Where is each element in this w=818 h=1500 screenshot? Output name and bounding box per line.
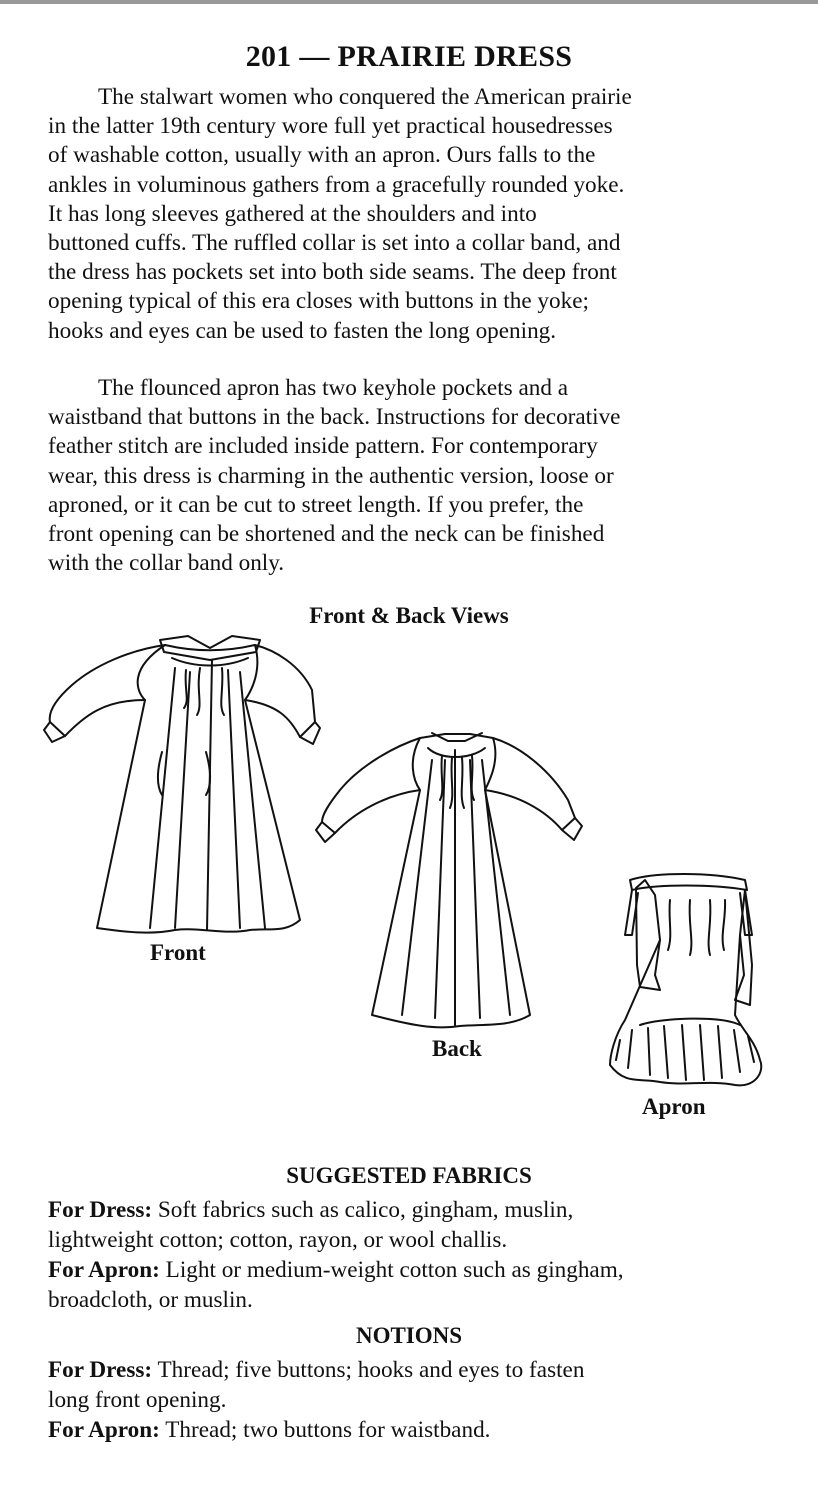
apron-notions-text: Thread; two buttons for waistband. xyxy=(159,1417,491,1443)
dress-notions xyxy=(48,1356,793,1415)
dress-notions-text: Thread; five buttons; hooks and eyes to fasten xyxy=(152,1357,585,1383)
text-line: lightweight cotton; cotton, rayon, or wool challis. xyxy=(48,1226,508,1253)
apron-view-label: Apron xyxy=(642,1094,706,1119)
text-line xyxy=(48,1416,793,1446)
text-line: front opening can be shortened and the neck can be finished xyxy=(48,521,605,548)
apron-drawing xyxy=(610,874,761,1085)
text-line xyxy=(48,1356,793,1386)
text-line: in the latter 19th century wore full yet practical housedresses xyxy=(48,113,613,140)
text-line: of washable cotton, usually with an apron. Ours falls to the xyxy=(48,142,596,169)
back-view-label: Back xyxy=(432,1036,482,1061)
dress-fabrics-text: Soft fabrics such as calico, gingham, muslin, xyxy=(152,1197,574,1223)
text-line: buttoned cuffs. The ruffled collar is set into a collar band, and xyxy=(48,230,621,257)
dress-notions-label: For Dress: xyxy=(48,1357,153,1383)
notions-heading: NOTIONS xyxy=(355,1323,463,1348)
text-line: broadcloth, or muslin. xyxy=(48,1286,253,1313)
dress-fabrics xyxy=(48,1196,793,1255)
text-line: with the collar band only. xyxy=(48,550,285,577)
text-line: long front opening. xyxy=(48,1386,227,1413)
text-line: hooks and eyes can be used to fasten the long opening. xyxy=(48,317,557,344)
text-line: aproned, or it can be cut to street length. If you prefer, the xyxy=(48,491,584,518)
text-line xyxy=(48,1196,793,1226)
dress-fabrics-label: For Dress: xyxy=(48,1197,153,1223)
apron-notions-label: For Apron: xyxy=(48,1417,160,1443)
apron-fabrics-label: For Apron: xyxy=(48,1257,160,1283)
views-label: Front & Back Views xyxy=(309,603,509,628)
back-dress-drawing xyxy=(316,733,582,1027)
text-line: waistband that buttons in the back. Instructions for decorative xyxy=(48,404,621,431)
text-line: ankles in voluminous gathers from a gracefully rounded yoke. xyxy=(48,171,625,198)
text-line: The flounced apron has two keyhole pockets and a xyxy=(98,375,569,401)
text-line xyxy=(48,1256,793,1286)
text-line: It has long sleeves gathered at the shoulders and into xyxy=(48,200,537,227)
apron-fabrics xyxy=(48,1256,793,1315)
text-line: the dress has pockets set into both side seams. The deep front xyxy=(48,259,617,286)
text-line: opening typical of this era closes with buttons in the yoke; xyxy=(48,288,589,315)
apron-notions xyxy=(48,1416,793,1446)
text-line: wear, this dress is charming in the authentic version, loose or xyxy=(48,462,614,489)
front-dress-drawing xyxy=(44,636,320,933)
page-title: 201 — PRAIRIE DRESS xyxy=(245,40,573,73)
text-line: The stalwart women who conquered the American prairie xyxy=(98,84,632,110)
front-view-label: Front xyxy=(150,940,206,965)
text-line: feather stitch are included inside pattern. For contemporary xyxy=(48,433,598,460)
fabrics-heading: SUGGESTED FABRICS xyxy=(286,1163,532,1188)
apron-fabrics-text: Light or medium-weight cotton such as gingham, xyxy=(159,1257,624,1283)
